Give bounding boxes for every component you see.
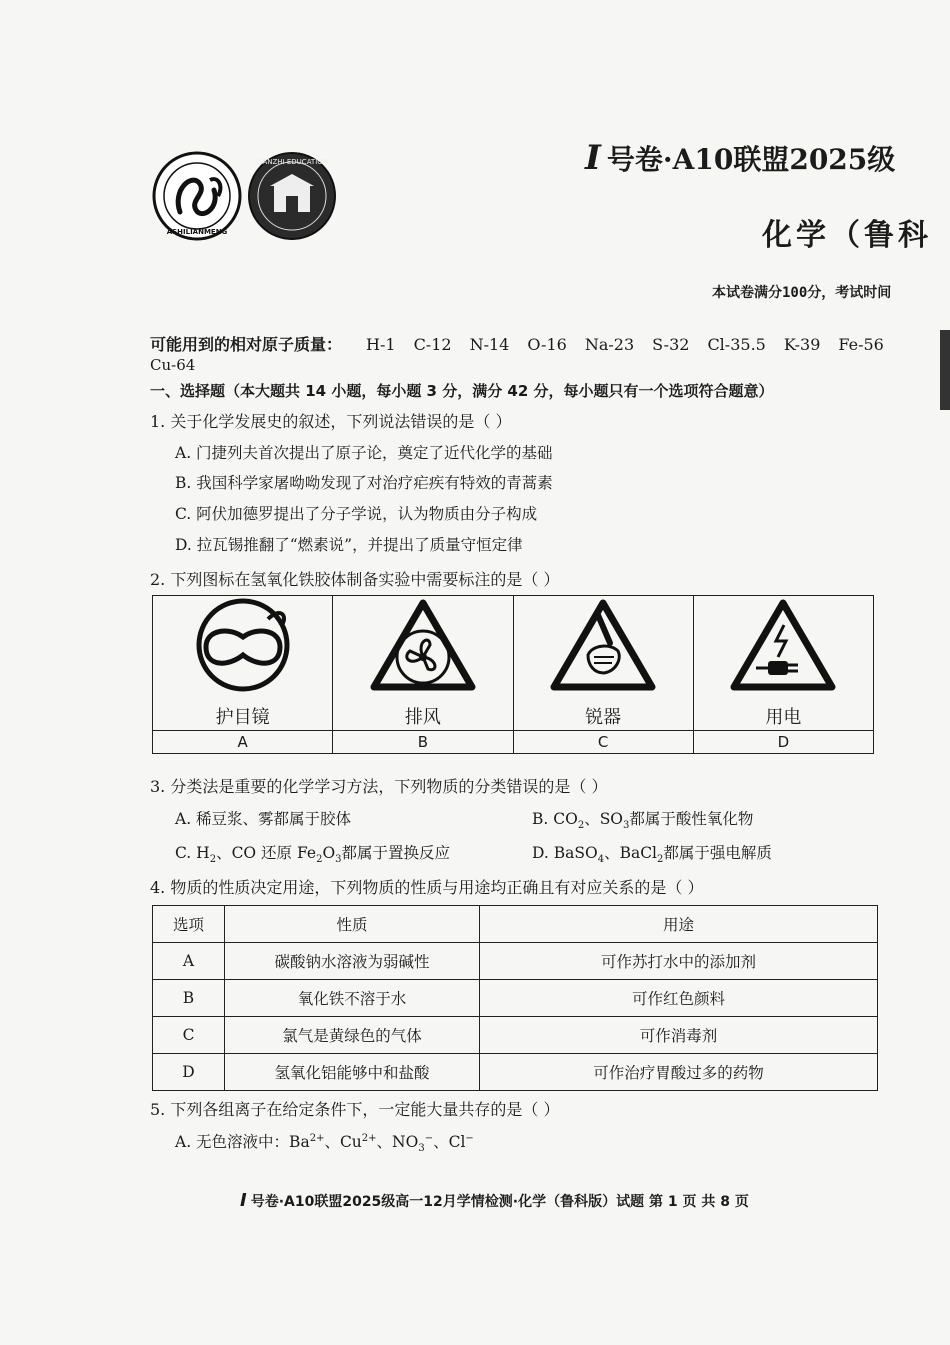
q1-option-d: D. 拉瓦锡推翻了“燃素说”，并提出了质量守恒定律 xyxy=(175,536,523,554)
table-cell: A xyxy=(153,943,225,980)
icon-cell-c xyxy=(513,596,693,731)
q1-option-a: A. 门捷列夫首次提出了原子论，奠定了近代化学的基础 xyxy=(175,444,553,462)
subject-title: 化学（鲁科 xyxy=(762,218,932,253)
table-cell: C xyxy=(153,1017,225,1054)
icon-letter-d: D xyxy=(693,731,873,754)
q3-option-d xyxy=(532,841,772,865)
footer-mark: I xyxy=(240,1190,247,1211)
table-header: 选项 xyxy=(153,906,225,943)
q3c-sub: 2 xyxy=(209,854,217,866)
mass-item: O-16 xyxy=(527,335,567,354)
question-2-stem: 2. 下列图标在氢氧化铁胶体制备实验中需要标注的是（ ） xyxy=(150,570,560,589)
icon-caption-c: 锐器 xyxy=(585,707,622,728)
table-cell: D xyxy=(153,1054,225,1091)
q5a-part: 、Cu xyxy=(324,1133,362,1151)
q3b-part: B. CO xyxy=(532,810,578,828)
q3d-sub: 2 xyxy=(657,854,664,866)
section-heading: 一、选择题（本大题共 14 小题，每小题 3 分，满分 42 分，每小题只有一个选项符合题意） xyxy=(150,382,774,400)
q5a-sub: 3 xyxy=(418,1143,425,1155)
q3c-part: 、CO 还原 Fe xyxy=(216,844,317,862)
icon-cell-d xyxy=(693,596,873,731)
table-cell: 可作消毒剂 xyxy=(480,1017,878,1054)
table-cell: B xyxy=(153,980,225,1017)
page-edge-shadow xyxy=(940,330,950,410)
table-cell: 氧化铁不溶于水 xyxy=(225,980,480,1017)
q3d-part: 都属于强电解质 xyxy=(663,844,772,862)
atomic-masses xyxy=(150,332,884,355)
q1-option-c: C. 阿伏加德罗提出了分子学说，认为物质由分子构成 xyxy=(175,505,538,523)
question-1-stem: 1. 关于化学发展史的叙述，下列说法错误的是（ ） xyxy=(150,412,512,431)
icon-letter-a: A xyxy=(153,731,333,754)
footer-text: 号卷·A10联盟2025级高一12月学情检测·化学（鲁科版）试题 第 1 页 共 8 页 xyxy=(250,1194,749,1210)
icon-caption-a: 护目镜 xyxy=(215,707,270,728)
table-header: 性质 xyxy=(225,906,480,943)
q3d-part: 、BaCl xyxy=(604,844,658,862)
mass-item: Cl-35.5 xyxy=(707,335,766,354)
table-header: 用途 xyxy=(480,906,878,943)
mass-item: N-14 xyxy=(469,335,510,354)
q3d-part: D. BaSO xyxy=(532,844,598,862)
property-use-table xyxy=(152,905,878,1091)
q3b-sub: 2 xyxy=(577,820,585,832)
brand-text: 号卷·A10联盟2025级 xyxy=(606,143,896,176)
icon-cell-b xyxy=(333,596,513,731)
q5a-sup: 2+ xyxy=(309,1132,325,1144)
brand-title xyxy=(585,138,895,178)
mass-item: K-39 xyxy=(783,335,821,354)
table-row xyxy=(153,943,878,980)
q3-option-a: A. 稀豆浆、雾都属于胶体 xyxy=(175,810,352,828)
q5a-part: A. 无色溶液中：Ba xyxy=(175,1133,310,1151)
fan-icon xyxy=(368,597,478,697)
electricity-icon xyxy=(728,597,838,697)
mass-extra: Cu-64 xyxy=(150,356,196,374)
q5a-sup: 2+ xyxy=(361,1132,377,1144)
header-logos xyxy=(152,150,342,245)
q3c-sub: 2 xyxy=(316,854,323,866)
q3c-part: 都属于置换反应 xyxy=(341,844,451,862)
logo-school-text: ASHILIANMENG xyxy=(166,228,228,236)
q3c-sub: 3 xyxy=(335,854,342,866)
q3-option-c xyxy=(175,841,450,865)
school-alliance-logo xyxy=(152,150,342,245)
mass-item: Na-23 xyxy=(584,335,635,354)
question-4-stem: 4. 物质的性质决定用途，下列物质的性质与用途均正确且有对应关系的是（ ） xyxy=(150,878,704,897)
q3c-part: C. H xyxy=(175,844,210,862)
table-cell: 可作苏打水中的添加剂 xyxy=(480,943,878,980)
table-cell: 碳酸钠水溶液为弱碱性 xyxy=(225,943,480,980)
q3b-part: 都属于酸性氧化物 xyxy=(629,810,754,828)
q5a-sup: − xyxy=(465,1132,474,1144)
table-cell: 氯气是黄绿色的气体 xyxy=(225,1017,480,1054)
q5a-sup: − xyxy=(424,1132,434,1144)
icon-letter-b: B xyxy=(333,731,513,754)
mass-item: Fe-56 xyxy=(838,335,884,354)
mass-item: C-12 xyxy=(413,335,452,354)
q3d-sub: 4 xyxy=(597,854,605,866)
q5a-part: 、NO xyxy=(376,1133,419,1151)
question-3-stem: 3. 分类法是重要的化学学习方法，下列物质的分类错误的是（ ） xyxy=(150,777,608,796)
brand-mark: I xyxy=(585,138,601,178)
exam-note: 本试卷满分100分，考试时间 xyxy=(712,285,892,301)
q3b-sub: 3 xyxy=(623,820,630,832)
icon-letter-c: C xyxy=(513,731,693,754)
page-footer xyxy=(240,1190,749,1211)
table-cell: 氢氧化铝能够中和盐酸 xyxy=(225,1054,480,1091)
table-row xyxy=(153,1017,878,1054)
q1-option-b: B. 我国科学家屠呦呦发现了对治疗疟疾有特效的青蒿素 xyxy=(175,474,553,492)
q5a-part: 、Cl xyxy=(433,1133,466,1151)
q5-option-a xyxy=(175,1130,474,1154)
icon-caption-d: 用电 xyxy=(765,707,802,728)
mass-item: S-32 xyxy=(652,335,690,354)
hazard-icon-table xyxy=(152,595,874,754)
masses-lead: 可能用到的相对原子质量： xyxy=(150,335,343,354)
icon-cell-a xyxy=(153,596,333,731)
sharp-object-icon xyxy=(548,597,658,697)
question-5-stem: 5. 下列各组离子在给定条件下，一定能大量共存的是（ ） xyxy=(150,1100,560,1119)
q3b-part: 、SO xyxy=(584,810,624,828)
table-row xyxy=(153,980,878,1017)
table-header-row xyxy=(153,906,878,943)
goggles-icon xyxy=(188,597,298,697)
q3-option-b xyxy=(532,807,753,831)
mass-item: H-1 xyxy=(366,335,396,354)
q3c-part: O xyxy=(322,844,336,862)
icon-caption-b: 排风 xyxy=(404,707,441,728)
table-row xyxy=(153,1054,878,1091)
logo-edu-text: WANZHI EDUCATION xyxy=(255,158,329,166)
table-cell: 可作红色颜料 xyxy=(480,980,878,1017)
table-cell: 可作治疗胃酸过多的药物 xyxy=(480,1054,878,1091)
